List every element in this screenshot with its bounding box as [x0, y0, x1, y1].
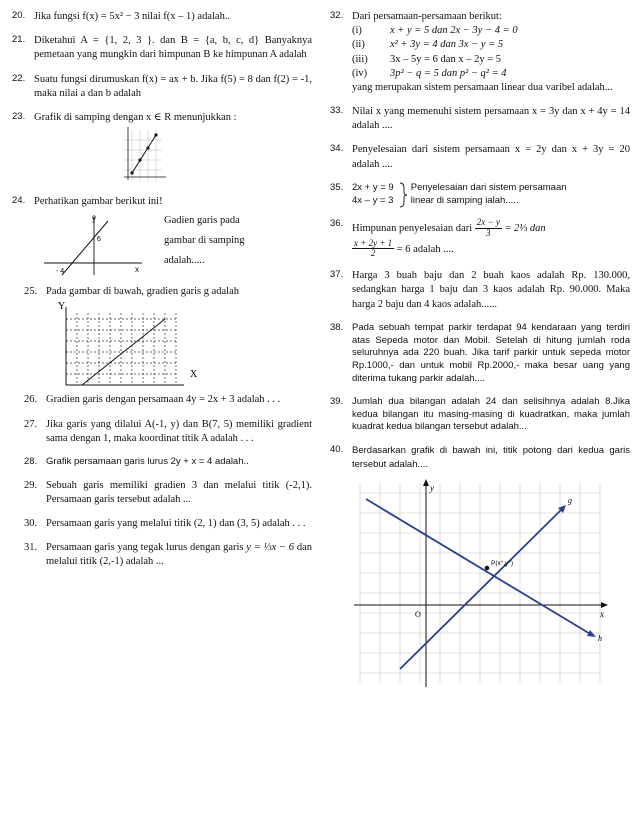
fraction: $\frac{2x - y}{3}$	[476, 216, 500, 238]
graph-24	[34, 211, 144, 279]
fraction: $\frac{x + 2y + 1}{2}$	[354, 237, 393, 259]
question-number: 22.	[12, 72, 26, 84]
question-number: 37.	[330, 269, 344, 281]
question-36	[330, 218, 630, 260]
x-axis-label: X	[190, 369, 198, 381]
question-text: Persamaan garis yang melalui titik (2, 1) dan (3, 5) adalah . . .	[46, 518, 306, 530]
question-text: Harga 3 buah baju dan 2 buah kaos adalah Rp. 130.000, sedangkan harga 1 baju dan 3 kaos adalah Rp. 90.000. Maka harga 2 baju dan 4 kaos adalah......	[352, 270, 630, 310]
question-number: 31.	[24, 542, 38, 554]
item-label: (i)	[352, 25, 362, 37]
question-30	[12, 517, 312, 531]
question-number: 39.	[330, 395, 344, 407]
question-38	[330, 322, 630, 386]
question-34	[330, 143, 630, 171]
question-28	[12, 456, 312, 469]
graph-40	[340, 479, 610, 689]
side-text: Penyelesaian dari sistem persamaan	[410, 181, 567, 193]
line-g-label: g	[568, 495, 572, 505]
question-number: 23.	[12, 110, 26, 122]
equation-list	[352, 24, 522, 81]
question-33	[330, 105, 630, 133]
question-31	[12, 541, 312, 569]
question-number: 28.	[24, 455, 38, 467]
question-24	[12, 195, 312, 279]
item-label: (iv)	[352, 67, 368, 79]
question-25	[12, 285, 312, 391]
item-label: (ii)	[352, 39, 365, 51]
equation: 4x – y = 3	[352, 194, 394, 206]
equation: y = ⅓x − 6	[246, 542, 295, 554]
question-number: 20.	[12, 10, 26, 21]
question-number: 34.	[330, 143, 344, 155]
equation: 3x – 5y = 6 dan x – 2y = 5	[390, 53, 502, 65]
question-text: = 6 adalah ....	[396, 243, 454, 255]
x-axis-label: x	[135, 265, 139, 275]
intercept-label: - 4	[56, 268, 65, 276]
question-37	[330, 269, 630, 312]
equation: 2x + y = 9	[352, 181, 394, 193]
question-number: 36.	[330, 217, 344, 229]
question-35	[330, 182, 630, 208]
question-number: 26.	[24, 394, 38, 406]
equation: 3p² − q = 5 dan p² − q² = 4	[390, 67, 507, 79]
question-number: 38.	[330, 321, 344, 333]
left-column	[12, 10, 312, 580]
equation: x + y = 5 dan 2x − 3y − 4 = 0	[390, 25, 518, 37]
question-number: 33.	[330, 105, 344, 117]
question-number: 24.	[12, 195, 26, 207]
line-h-label: h	[598, 633, 602, 643]
x-axis-label: x	[600, 608, 604, 619]
question-text: Nilai x yang memenuhi sistem persamaan x = 3y dan x + 4y = 14 adalah ....	[352, 106, 630, 132]
question-text: Perhatikan gambar berikut ini!	[34, 196, 163, 208]
question-22	[12, 73, 312, 101]
right-column	[330, 10, 630, 699]
intersection-label: P(x°,y°)	[491, 559, 514, 567]
question-number: 35.	[330, 181, 344, 193]
question-27	[12, 418, 312, 446]
question-number: 29.	[24, 479, 38, 491]
question-32	[330, 10, 630, 95]
question-text: Diketahui A = {1, 2, 3 }. dan B = {a, b, c, d} Banyaknya pemetaan yang mungkin dari himpunan B ke himpunan A adalah	[34, 35, 312, 61]
question-26	[12, 393, 312, 407]
question-text: Suatu fungsi dirumuskan f(x) = ax + b. Jika f(5) = 8 dan f(2) = -1, maka nilai a dan b adalah	[34, 73, 312, 99]
graph-25	[46, 299, 216, 391]
side-text: gambar di samping	[164, 235, 245, 247]
question-text: Dari persamaan-persamaan berikut:	[352, 11, 502, 22]
question-number: 27.	[24, 418, 38, 430]
question-number: 25.	[24, 286, 38, 298]
item-label: (iii)	[352, 53, 368, 65]
question-text: Pada sebuah tempat parkir terdapat 94 kendaraan yang terdiri atas Sepeda motor dan Mobil. Setelah di hitung jumlah roda seluruhnya ada 220 buah. Jika tarif parkir untuk sepeda motor Rp.1000,- dan untuk mobil Rp.2000,- maka besar uang yang diterima tukang parkir adalah....	[352, 321, 630, 385]
question-text: Grafik persamaan garis lurus 2y + x = 4 adalah..	[46, 455, 249, 467]
origin-label: O	[415, 609, 421, 619]
equation: x² + 3y = 4 dan 3x − y = 5	[390, 39, 504, 51]
side-text: linear di samping ialah.....	[410, 194, 519, 206]
question-39	[330, 396, 630, 434]
question-23	[12, 111, 312, 185]
question-number: 21.	[12, 34, 26, 46]
question-text: yang merupakan sistem persamaan linear dua varibel adalah...	[352, 81, 613, 93]
intercept-label: 6	[97, 236, 101, 244]
question-number: 32.	[330, 10, 344, 21]
y-axis-label: y	[430, 482, 434, 493]
question-text: dan melalui titik (2,-1) adalah ...	[46, 542, 312, 568]
equation: = 2⅓ dan	[504, 222, 546, 234]
y-axis-label: Y	[58, 301, 66, 313]
question-text: Sebuah garis memiliki gradien 3 dan melalui titik (-2,1). Persamaan garis tersebut adalah ...	[46, 479, 312, 505]
side-text: Gadien garis pada	[164, 215, 240, 227]
question-40	[330, 444, 630, 688]
question-number: 30.	[24, 518, 38, 530]
brace-icon	[398, 182, 408, 208]
question-21	[12, 34, 312, 62]
question-text: Berdasarkan grafik di bawah ini, titik potong dari kedua garis tersebut adalah....	[352, 445, 630, 471]
question-text: Pada gambar di bawah, gradien garis g adalah	[46, 286, 240, 298]
question-text: Jika garis yang dilalui A(-1, y) dan B(7, 5) memiliki gradient sama dengan 1, maka koordinat titik A adalah . . .	[46, 418, 312, 444]
question-text: Persamaan garis yang tegak lurus dengan garis	[46, 542, 244, 554]
question-text: Grafik di samping dengan x ∈ R menunjukkan :	[34, 111, 237, 123]
question-text: Jika fungsi f(x) = 5x² − 3 nilai f(x – 1) adalah..	[34, 11, 231, 22]
side-text: adalah.....	[164, 255, 205, 267]
question-text: Penyelesaian dari sistem persamaan x = 2y dan x + 3y = 20 adalah ....	[352, 144, 630, 170]
y-axis-label: y	[92, 214, 96, 224]
question-text: Himpunan penyelesaian dari	[352, 222, 473, 234]
question-number: 40.	[330, 444, 344, 456]
graph-23	[122, 125, 212, 185]
question-20	[12, 10, 312, 24]
question-text: Jumlah dua bilangan adalah 24 dan selisihnya adalah 8.Jika kedua bilangan itu masing-masing di kuadratkan, maka jumlah kuadrat kedua bilangan tersebut adalah...	[352, 395, 630, 433]
question-text: Gradien garis dengan persamaan 4y = 2x + 3 adalah . . .	[46, 394, 281, 406]
question-29	[12, 479, 312, 507]
